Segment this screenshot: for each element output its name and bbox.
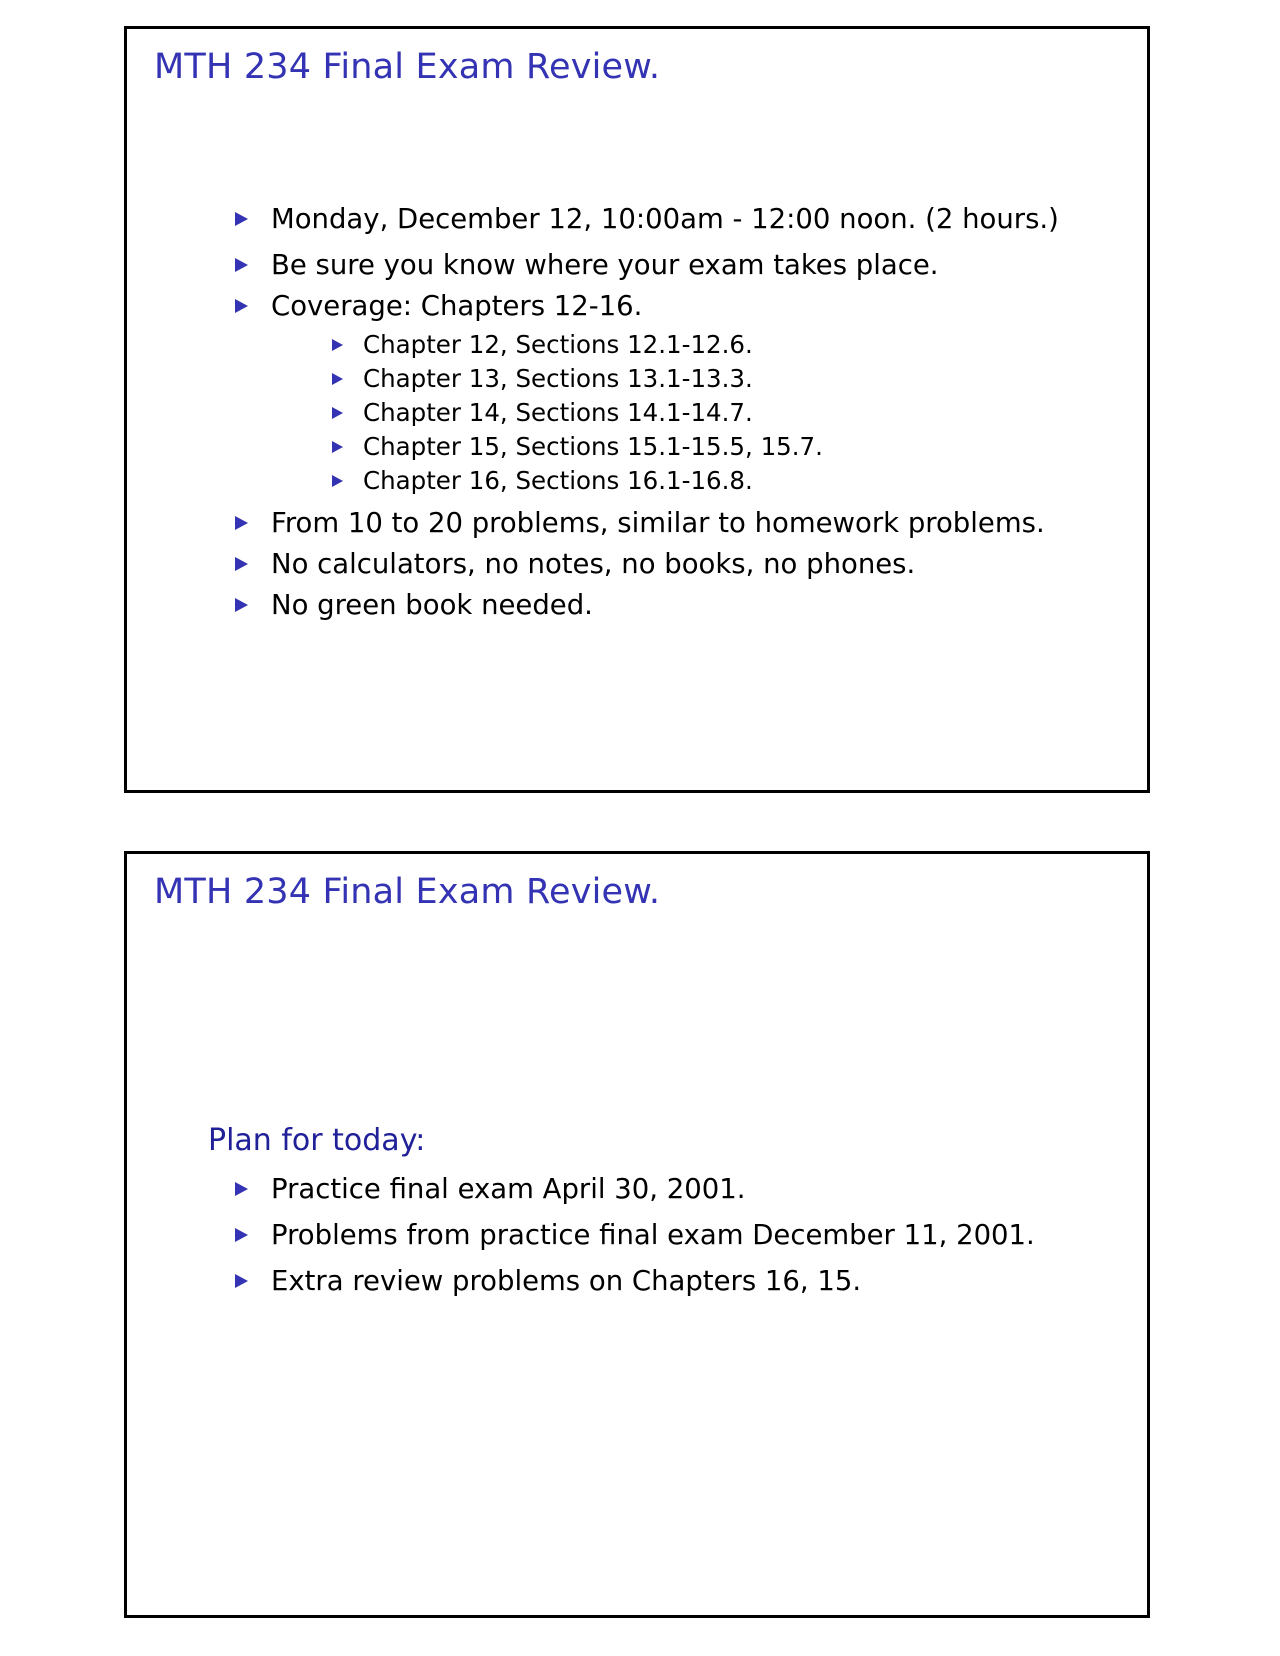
triangle-bullet-icon	[235, 212, 248, 226]
slide-1	[124, 26, 1150, 793]
plan-list	[235, 1173, 1035, 1311]
triangle-bullet-icon	[235, 1274, 248, 1288]
bullet-exam-location	[235, 249, 1059, 281]
triangle-bullet-icon	[332, 441, 343, 453]
bullet-no-aids	[235, 548, 1059, 580]
bullet-text: Coverage: Chapters 12-16.	[271, 290, 643, 322]
bullet-text: Extra review problems on Chapters 16, 15.	[271, 1265, 862, 1297]
triangle-bullet-icon	[235, 557, 248, 571]
plan-item	[235, 1219, 1035, 1251]
triangle-bullet-icon	[332, 407, 343, 419]
bullet-problem-count	[235, 507, 1059, 539]
bullet-coverage	[235, 290, 1059, 498]
plan-heading: Plan for today:	[208, 1123, 426, 1158]
triangle-bullet-icon	[235, 1182, 248, 1196]
coverage-item	[332, 430, 1059, 464]
coverage-item	[332, 396, 1059, 430]
coverage-item	[332, 328, 1059, 362]
coverage-text: Chapter 16, Sections 16.1-16.8.	[363, 466, 753, 495]
bullet-text: From 10 to 20 problems, similar to homework problems.	[271, 507, 1045, 539]
slide-title: MTH 234 Final Exam Review.	[154, 872, 661, 912]
bullet-text: Practice final exam April 30, 2001.	[271, 1173, 746, 1205]
bullet-text: Be sure you know where your exam takes place.	[271, 249, 939, 281]
coverage-item	[332, 464, 1059, 498]
bullet-text: No green book needed.	[271, 589, 593, 621]
slide-title: MTH 234 Final Exam Review.	[154, 47, 661, 87]
coverage-text: Chapter 15, Sections 15.1-15.5, 15.7.	[363, 432, 823, 461]
bullet-text: Problems from practice final exam December 11, 2001.	[271, 1219, 1035, 1251]
coverage-text: Chapter 14, Sections 14.1-14.7.	[363, 398, 753, 427]
coverage-list	[332, 328, 1059, 498]
bullet-green-book	[235, 589, 1059, 621]
triangle-bullet-icon	[332, 373, 343, 385]
bullet-text: Monday, December 12, 10:00am - 12:00 noon. (2 hours.)	[271, 203, 1059, 235]
triangle-bullet-icon	[235, 598, 248, 612]
triangle-bullet-icon	[235, 258, 248, 272]
coverage-item	[332, 362, 1059, 396]
bullet-exam-time	[235, 203, 1059, 235]
triangle-bullet-icon	[332, 339, 343, 351]
bullet-list	[235, 203, 1059, 621]
triangle-bullet-icon	[332, 475, 343, 487]
slide-2	[124, 851, 1150, 1618]
coverage-text: Chapter 12, Sections 12.1-12.6.	[363, 330, 753, 359]
bullet-text: No calculators, no notes, no books, no phones.	[271, 548, 916, 580]
coverage-text: Chapter 13, Sections 13.1-13.3.	[363, 364, 753, 393]
triangle-bullet-icon	[235, 516, 248, 530]
triangle-bullet-icon	[235, 299, 248, 313]
plan-item	[235, 1265, 1035, 1297]
plan-item	[235, 1173, 1035, 1205]
triangle-bullet-icon	[235, 1228, 248, 1242]
